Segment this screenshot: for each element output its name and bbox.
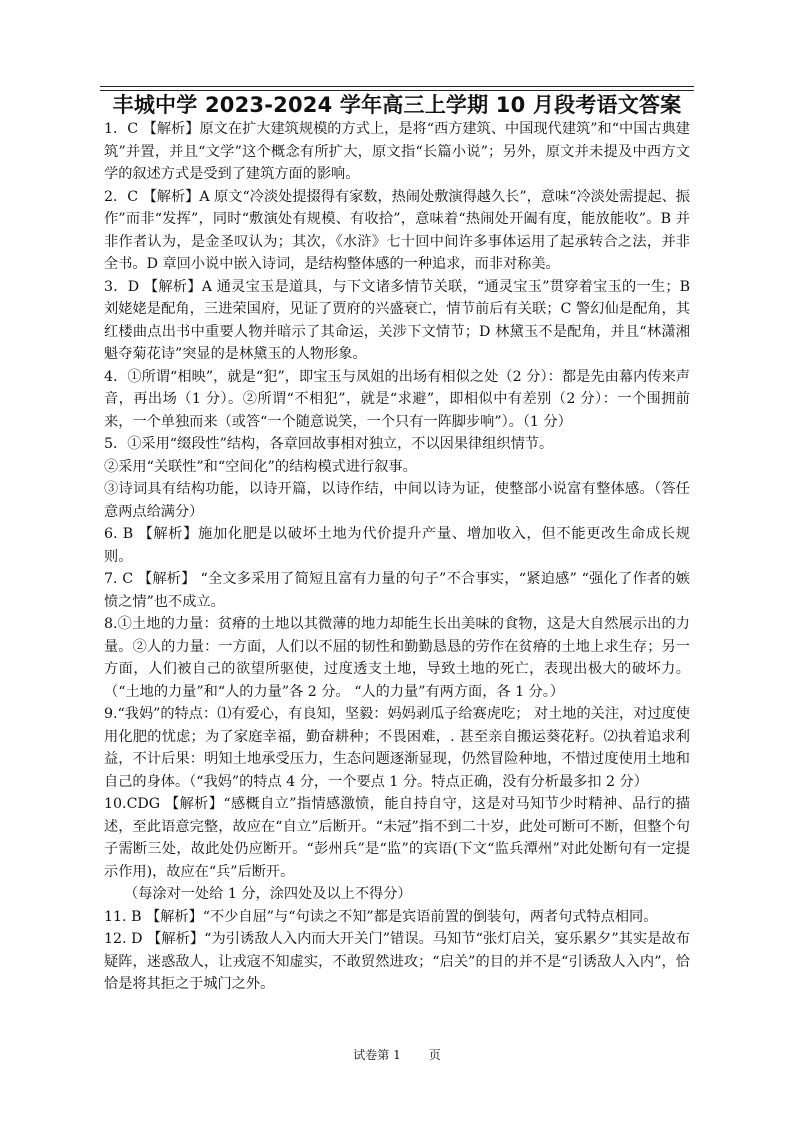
answer-body	[104, 118, 690, 996]
document-title: 丰城中学 2023-2024 学年高三上学期 10 月段考语文答案	[112, 93, 682, 117]
answer-12: 12. D 【解析】“为引诱敌人入内而大开关门”错误。马知节“张灯启关，宴乐累夕”其实是故布疑阵，迷惑敌人，让戎寇不知虚实，不敢贸然进攻；“启关”的目的并不是“引诱敌人入内”，恰恰是将其拒之于城门之外。	[104, 931, 690, 992]
answer-4: 4．①所谓“相映”，就是“犯”，即宝玉与凤姐的出场有相似之处（2 分）：都是先由幕内传来声音，再出场（1 分）。②所谓“不相犯”，就是“求避”，即相似中有差别（2 分）：一个围拥前来，一个单独而来（或答“一个随意说笑，一个只有一阵脚步响”）。（1 分）	[104, 368, 690, 430]
footer-page-suffix: 页	[428, 1048, 441, 1062]
answer-2: 2．C 【解析】A 原文“冷淡处提掇得有家数，热闹处敷演得越久长”，意味“冷淡处需提起、振作”而非“发挥”，同时“敷演处有规模、有收拾”，意味着“热闹处开阖有度，能放能收”。B 并非作者认为，是金圣叹认为；其次，《水浒》七十回中间许多事体运用了起承转合之法，并非全书。D 章回小说中嵌入诗词，是结构整体感的一种追求，而非对称美。	[104, 188, 690, 272]
footer-page-number: 试卷第 1	[353, 1048, 401, 1062]
answer-3: 3．D 【解析】A 通灵宝玉是道具，与下文诸多情节关联，“通灵宝玉”贯穿着宝玉的一生；B 刘姥姥是配角，三进荣国府，见证了贾府的兴盛衰亡，情节前后有关联；C 警幻仙是配角，其红楼曲点出书中重要人物并暗示了其命运，关涉下文情节；D 林黛玉不是配角，并且“林潇湘魁夺菊花诗”突显的是林黛玉的人物形象。	[104, 278, 690, 362]
answer-6: 6. B 【解析】施加化肥是以破坏土地为代价提升产量、增加收入，但不能更改生命成长规则。	[104, 526, 690, 565]
answer-5-point-1: 5．①采用“缀段性”结构，各章回故事相对独立，不以因果律组织情节。	[104, 436, 554, 452]
answer-1: 1．C 【解析】原文在扩大建筑规模的方式上，是将“西方建筑、中国现代建筑”和“中国古典建筑”并置，并且“文学”这个概念有所扩大，原文指“长篇小说”；另外，原文并未提及中西方文学的叙述方式是受到了建筑方面的影响。	[104, 121, 690, 182]
answer-8: 8.①土地的力量：贫瘠的土地以其微薄的地力却能生长出美味的食物，这是大自然展示出的力量。②人的力量：一方面，人们以不屈的韧性和勤勤恳恳的劳作在贫瘠的土地上求生存；另一方面，人们被自己的欲望所驱使，过度透支土地，导致土地的死亡，表现出极大的破坏力。（“土地的力量”和“人的力量”各 2 分。 “人的力量”有两方面，各 1 分。）	[104, 616, 690, 700]
answer-5-point-3: ③诗词具有结构功能，以诗开篇，以诗作结，中间以诗为证，使整部小说富有整体感。（答任意两点给满分）	[104, 481, 690, 520]
page-footer	[0, 1047, 794, 1063]
answer-9: 9.“我妈”的特点：⑴有爱心，有良知，坚毅：妈妈剥瓜子给赛虎吃； 对土地的关注，对过度使用化肥的忧虑；为了家庭幸福，勤奋耕种；不畏困难，. 甚至亲自搬运葵花籽。⑵执着追求利益，不计后果：明知土地承受压力，生态问题逐渐显现，仍然冒险种地，不惜过度使用土地和自己的身体。（“我妈”的特点 4 分，一个要点 1 分。特点正确，没有分析最多扣 2 分）	[104, 706, 690, 790]
answer-5-point-2: ②采用“关联性”和“空间化”的结构模式进行叙事。	[104, 458, 417, 475]
answer-10: 10.CDG 【解析】“感概自立”指情感激愤，能自持自守，这是对马知节少时精神、品行的描述，至此语意完整，故应在“自立”后断开。“未冠”指不到二十岁，此处可断可不断，但整个句子需断三处，故此处仍应断开。“彭州兵”是“监”的宾语(下文“监兵潭州”对此处断句有一定提示作用)，故应在“兵”后断开。	[104, 796, 690, 880]
answer-11: 11. B 【解析】“不少自屈”与“句读之不知”都是宾语前置的倒装句，两者句式特点相同。	[104, 908, 658, 925]
answer-7: 7. C 【解析】 “全文多采用了简短且富有力量的句子”不合事实，“紧迫感” “强化了作者的嫉愤之情”也不成立。	[104, 571, 690, 610]
answer-10-scoring-note: （每涂对一处给 1 分，涂四处及以上不得分）	[124, 886, 412, 902]
